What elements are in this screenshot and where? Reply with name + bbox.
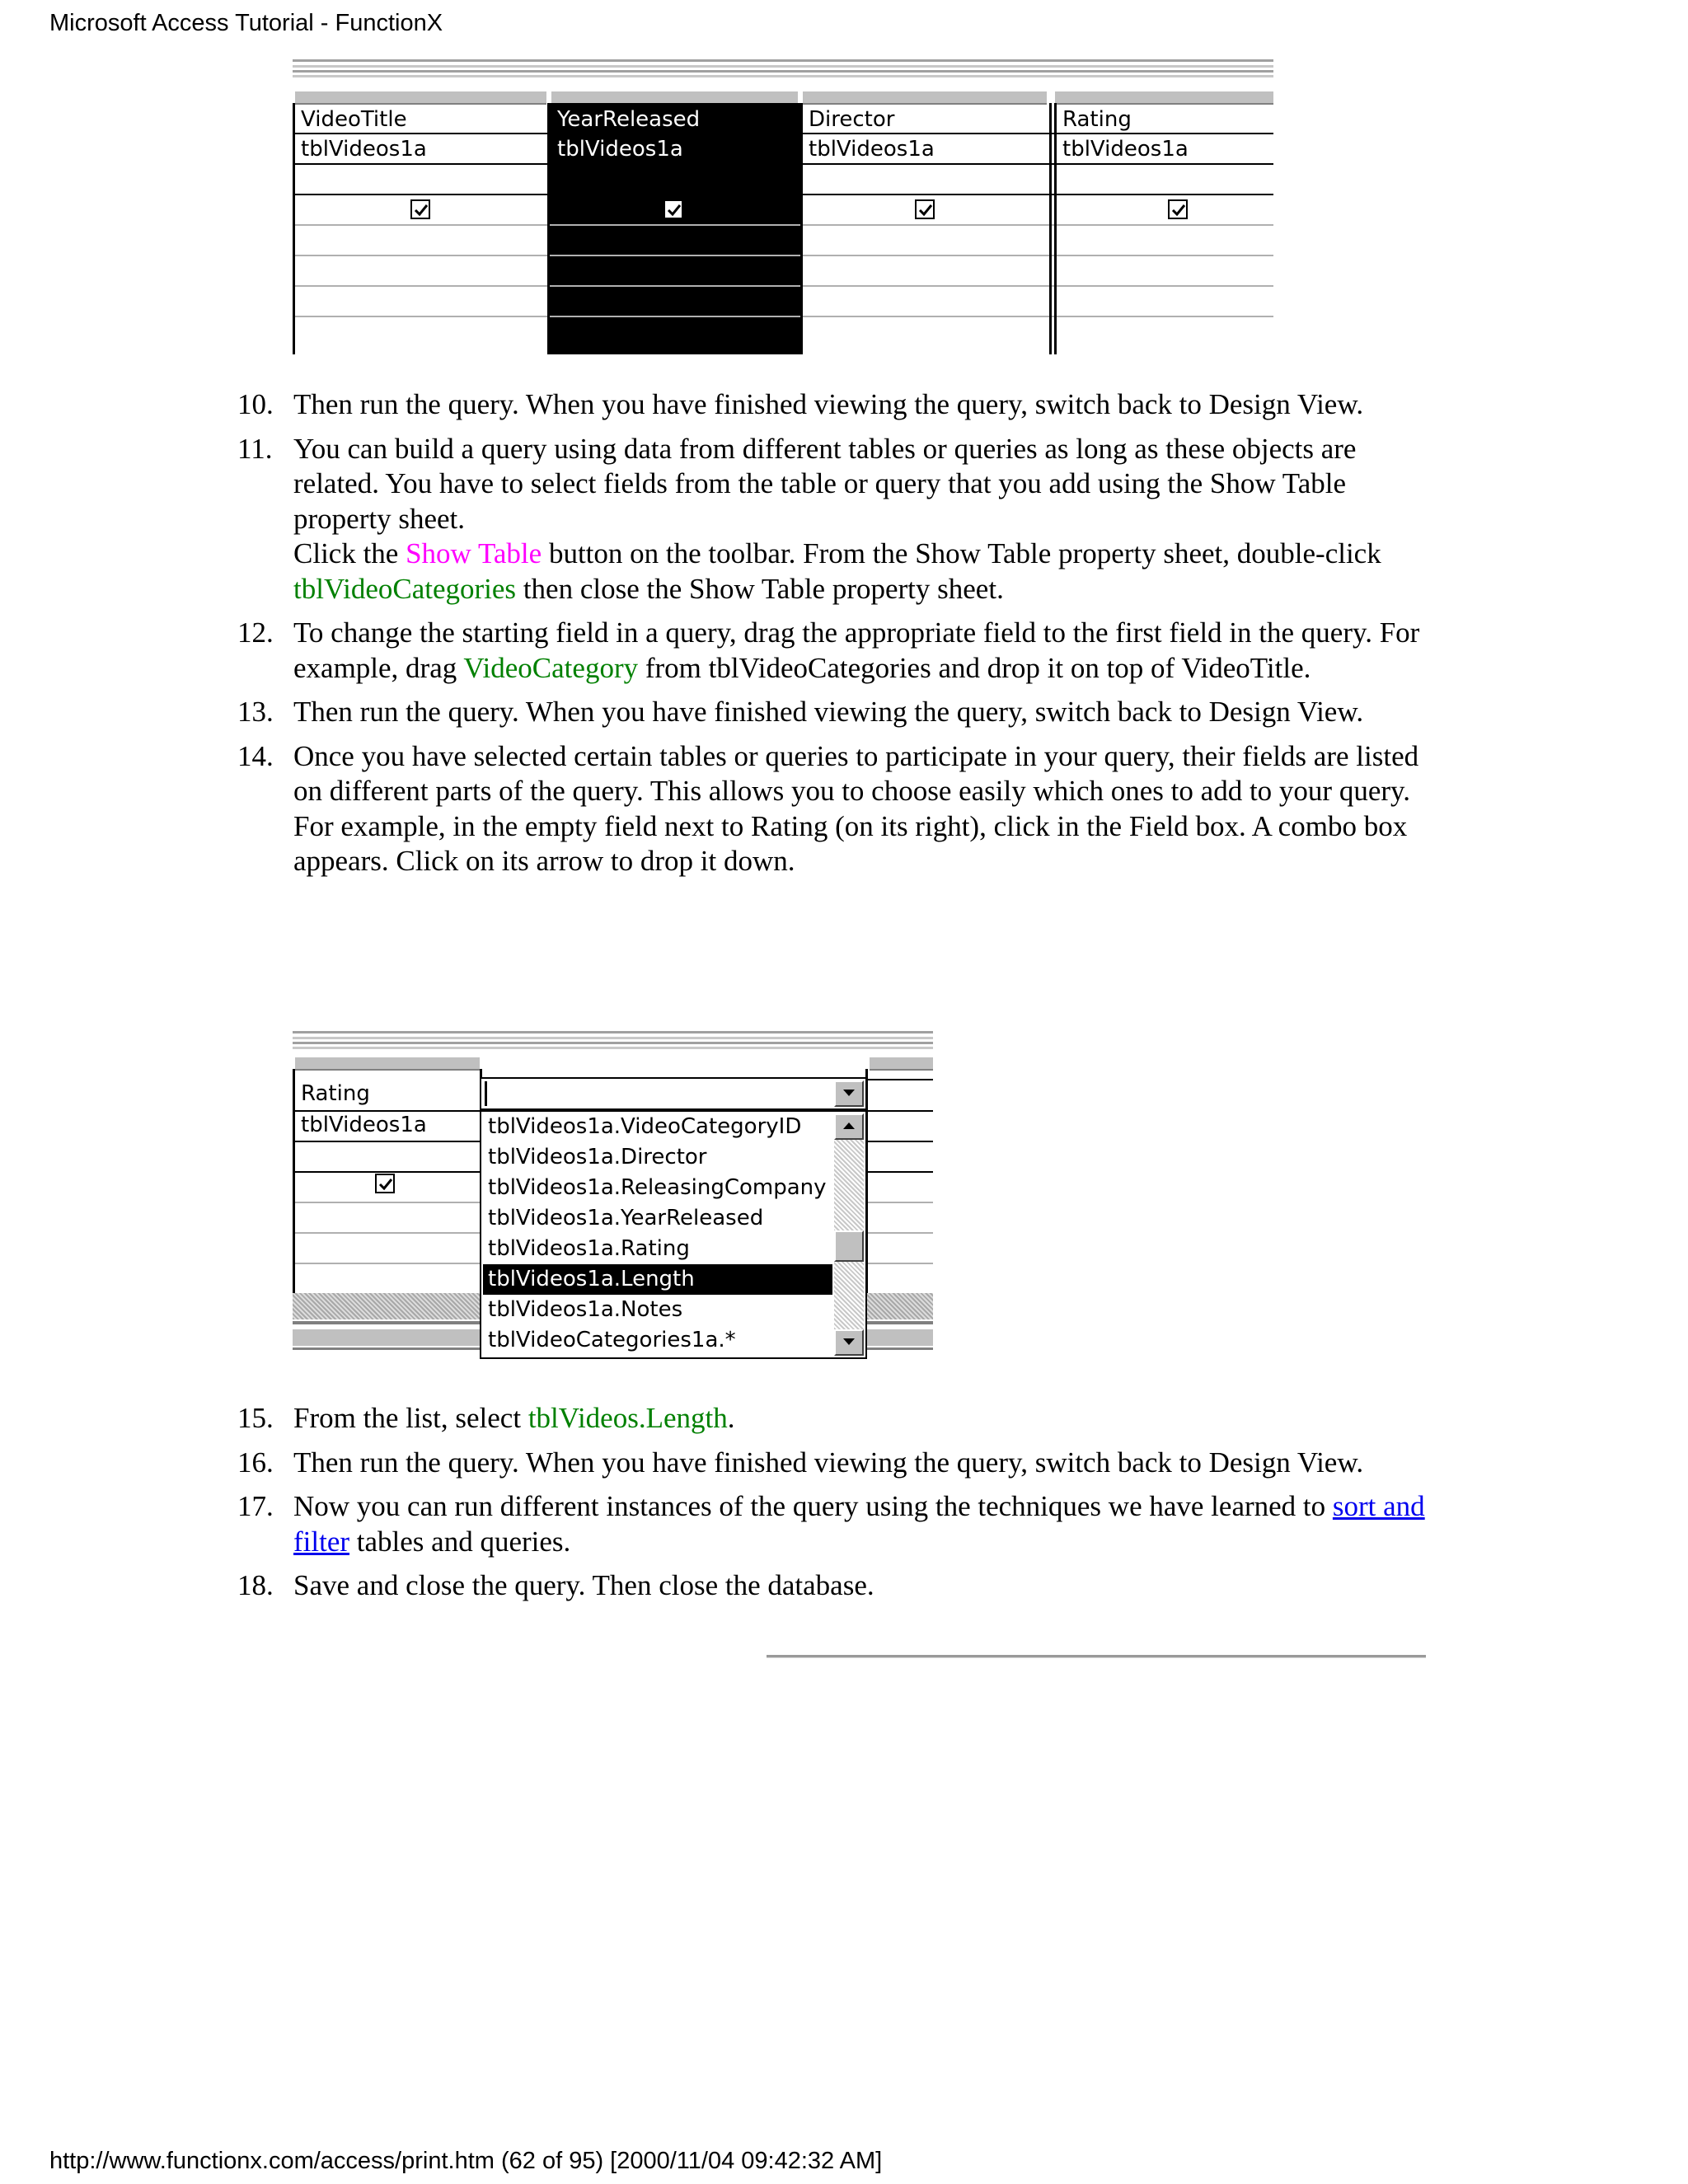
list-item[interactable]: tblVideos1a.VideoCategoryID [488,1114,802,1139]
show-checkbox-yearreleased[interactable] [663,199,683,219]
list-item: 15. From the list, select tblVideos.Length. [237,1402,735,1434]
checkmark-icon [918,203,933,218]
instruction-list-continued [237,1401,1432,1613]
combo-dropdown-button[interactable] [834,1080,864,1107]
page-header: Microsoft Access Tutorial - FunctionX [49,10,443,36]
field-cell-rating[interactable]: Rating [301,1081,370,1106]
list-item[interactable]: tblVideoCategories1a.* [488,1328,736,1352]
show-checkbox-rating[interactable] [1168,199,1188,219]
scroll-up-button[interactable] [834,1113,864,1140]
list-item: 17. Now you can run different instances of the query using the techniques we have learned to sort and filter tables and queries. [237,1490,1425,1558]
list-item[interactable]: tblVideos1a.Rating [488,1236,690,1261]
step-text: Then run the query. When you have finished viewing the query, switch back to Design View. [293,388,1364,420]
checkmark-icon [1171,203,1186,218]
list-item: 11. You can build a query using data from different tables or queries as long as these objects are related. You have to select fields from the table or query that you add using the Show Table property sheet. Click the Show Table button on the toolbar. From the Show Table property sheet, double-click tblVideoCategories then close the Show Table property sheet. [237,432,1381,605]
show-checkbox-director[interactable] [915,199,935,219]
table-cell-videotitle[interactable]: tblVideos1a [301,137,427,162]
list-item: 14. Once you have selected certain tables or queries to participate in your query, their fields are listed on different parts of the query. This allows you to choose easily which ones to add to your query. For example, in the empty field next to Rating (on its right), click in the Field box. A combo box appears. Click on its arrow to drop it down. [237,739,1419,877]
step-text: Once you have selected certain tables or queries to participate in your query, their fields are listed on different parts of the query. This allows you to choose easily which ones to add to your query. For example, in the empty field next to Rating (on its right), click in the Field box. A combo box appears. Click on its arrow to drop it down. [293,739,1419,877]
list-item-selected[interactable]: tblVideos1a.Length [483,1264,832,1295]
chevron-down-icon [843,1338,855,1346]
checkmark-icon [378,1177,393,1192]
list-item: 13. Then run the query. When you have finished viewing the query, switch back to Design View. [237,696,1364,728]
chevron-down-icon [843,1089,855,1097]
table-cell-rating[interactable]: tblVideos1a [1062,137,1189,162]
field-combo-box[interactable] [480,1077,867,1110]
list-item[interactable]: tblVideos1a.ReleasingCompany [488,1175,827,1200]
horizontal-rule [767,1655,1426,1658]
scrollbar-thumb[interactable] [834,1230,864,1262]
table-cell-rating[interactable]: tblVideos1a [301,1113,427,1137]
step-text: Save and close the query. Then close the database. [293,1569,874,1601]
query-grid-screenshot-1 [293,59,1273,354]
list-item[interactable]: tblVideos1a.YearReleased [488,1206,764,1230]
field-cell-director[interactable]: Director [809,107,895,132]
query-grid-screenshot-2 [293,1031,933,1361]
field-dropdown-list[interactable] [480,1110,867,1359]
checkmark-icon [667,203,682,218]
list-item[interactable]: tblVideos1a.Director [488,1145,707,1169]
list-item: 10. Then run the query. When you have finished viewing the query, switch back to Design View. [237,388,1364,420]
field-cell-rating[interactable]: Rating [1062,107,1132,132]
length-field-term: tblVideos.Length [528,1402,728,1434]
field-cell-videotitle[interactable]: VideoTitle [301,107,407,132]
table-cell-director[interactable]: tblVideos1a [809,137,935,162]
page-footer: http://www.functionx.com/access/print.htm (62 of 95) [2000/11/04 09:42:32 AM] [49,2148,883,2174]
list-item[interactable]: tblVideos1a.Notes [488,1297,683,1322]
table-cell-yearreleased[interactable]: tblVideos1a [557,137,683,162]
instruction-list [237,387,1432,879]
sort-and-filter-link[interactable]: sort and filter [293,1490,1425,1558]
scroll-down-button[interactable] [834,1329,864,1356]
step-text: Then run the query. When you have finished viewing the query, switch back to Design View. [293,1446,1364,1479]
tbl-video-categories-term: tblVideoCategories [293,572,517,605]
video-category-term: VideoCategory [463,651,639,684]
list-item: 16. Then run the query. When you have finished viewing the query, switch back to Design View. [237,1446,1364,1479]
show-checkbox-rating[interactable] [375,1174,395,1193]
list-item: 12. To change the starting field in a query, drag the appropriate field to the first field in the query. For example, drag VideoCategory from tblVideoCategories and drop it on top of VideoTitle. [237,616,1420,684]
chevron-up-icon [843,1122,855,1130]
show-table-term: Show Table [406,537,542,569]
show-checkbox-videotitle[interactable] [410,199,430,219]
checkmark-icon [414,203,429,218]
list-item: 18. Save and close the query. Then close the database. [237,1569,874,1601]
field-cell-yearreleased[interactable]: YearReleased [557,107,701,132]
step-text: You can build a query using data from different tables or queries as long as these objects are related. You have to select fields from the table or query that you add using the Show Table property sheet. [293,432,1357,535]
step-text: Then run the query. When you have finished viewing the query, switch back to Design View. [293,696,1364,728]
